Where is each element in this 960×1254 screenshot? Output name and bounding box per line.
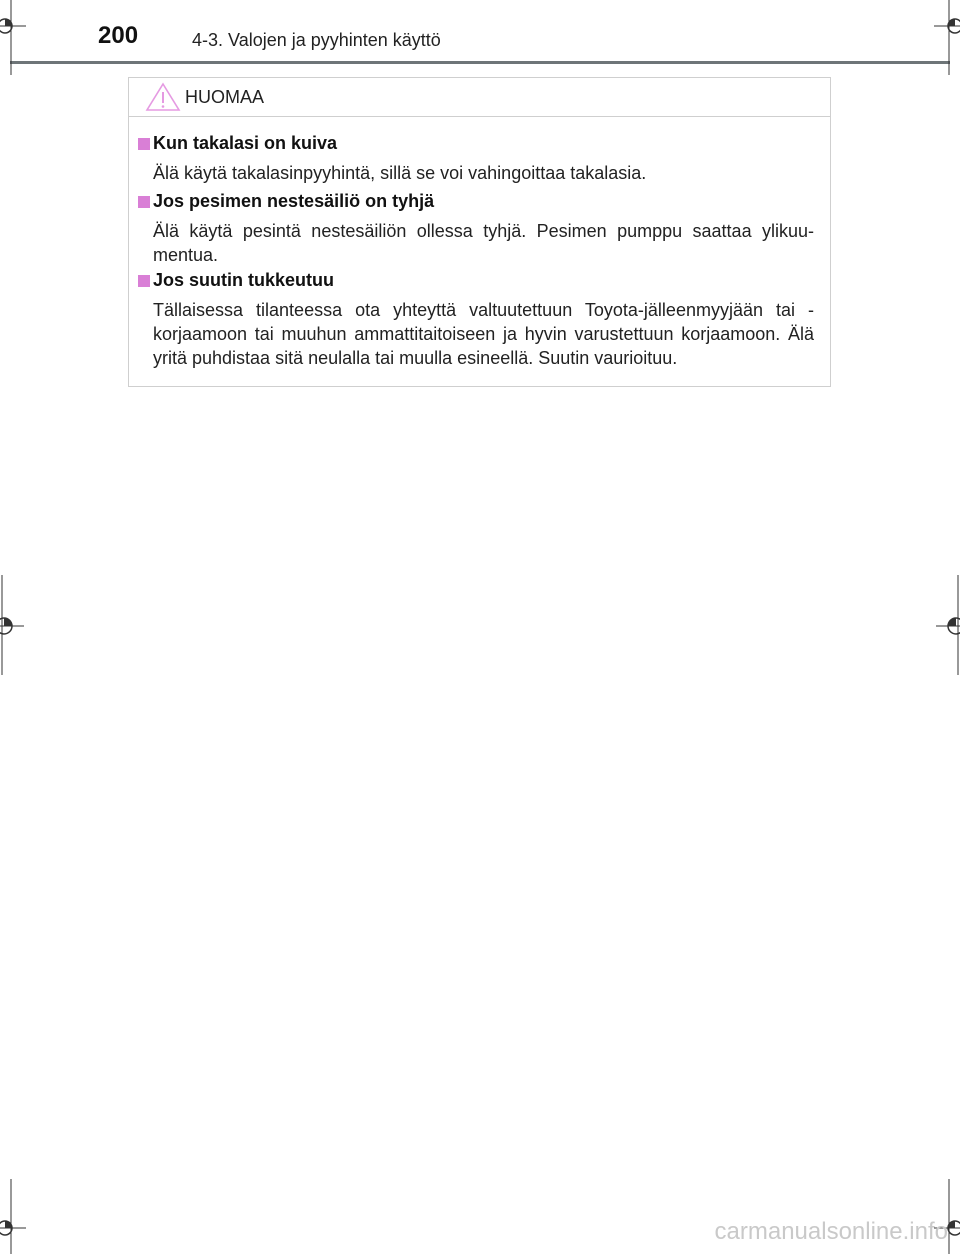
item-body: Tällaisessa tilanteessa ota yhteyttä valtuutettuun Toyota-jälleenmyyjään tai -korjaamoon tai muuhun ammattitaitoiseen ja hyvin varustettuun korjaamoon. Älä yritä puhdistaa sitä neulalla tai muulla esineellä. Suutin vaurioituu. [153,300,814,368]
item-title: Kun takalasi on kuiva [153,133,338,153]
item-heading [129,191,830,213]
registration-mark-top-right [920,0,960,80]
item-title: Jos suutin tukkeutuu [153,270,335,290]
notice-box [128,77,831,387]
watermark: carmanualsonline.info [714,1218,948,1245]
warning-triangle-icon [145,82,181,112]
square-bullet-icon [138,275,150,287]
registration-mark-middle-left [0,575,40,675]
notice-item-empty-washer-tank [129,191,830,267]
notice-header [129,78,830,117]
notice-item-dry-rear-window [129,133,830,185]
item-title: Jos pesimen nestesäiliö on tyhjä [153,191,435,211]
header-rule [10,61,950,64]
page-number: 200 [98,22,139,49]
chapter-title: 4-3. Valojen ja pyyhinten käyttö [192,30,441,50]
square-bullet-icon [138,138,150,150]
registration-mark-top-left [0,0,40,80]
item-body: Älä käytä pesintä nestesäiliön ollessa tyhjä. Pesimen pumppu saattaa ylikuu-mentua. [153,221,814,265]
notice-item-clogged-nozzle [129,270,830,370]
square-bullet-icon [138,196,150,208]
notice-title: HUOMAA [185,87,265,107]
registration-mark-middle-right [920,575,960,675]
item-body: Älä käytä takalasinpyyhintä, sillä se voi vahingoittaa takalasia. [153,163,647,183]
item-heading [129,270,830,292]
item-heading [129,133,830,155]
registration-mark-bottom-left [0,1174,40,1254]
